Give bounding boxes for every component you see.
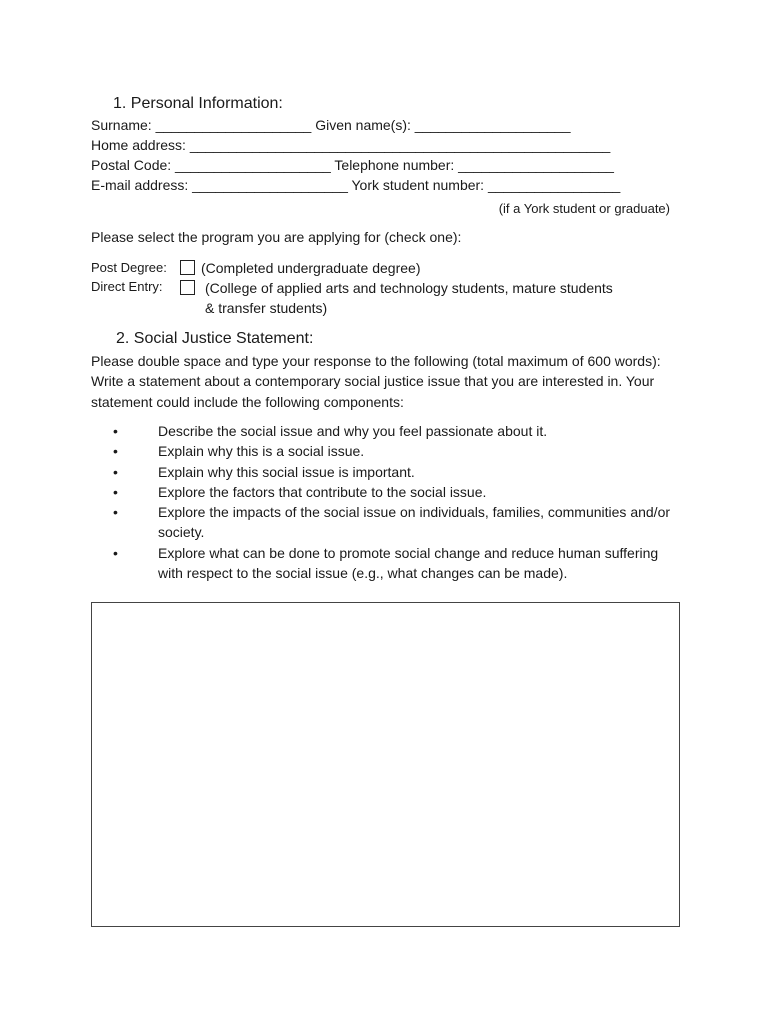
list-item: • Explain why this is a social issue. xyxy=(113,441,678,461)
bullet-icon: • xyxy=(113,423,118,439)
section-1-heading: 1. Personal Information: xyxy=(113,95,283,112)
components-list xyxy=(113,421,678,583)
list-item: • Explore what can be done to promote social change and reduce human suffering with respect to the social issue (e.g., what changes can be made). xyxy=(113,544,659,582)
post-degree-description: (Completed undergraduate degree) xyxy=(201,260,421,276)
post-degree-label: Post Degree: xyxy=(91,260,167,275)
direct-entry-checkbox[interactable] xyxy=(180,280,195,295)
direct-entry-label: Direct Entry: xyxy=(91,279,163,294)
home-address-line[interactable]: Home address: ______________________________________________________ xyxy=(91,137,611,153)
section-2-heading: 2. Social Justice Statement: xyxy=(116,330,314,347)
bullet-icon: • xyxy=(113,483,118,500)
list-item: • Explore the impacts of the social issue on individuals, families, communities and/or society. xyxy=(113,504,671,541)
bullet-icon: • xyxy=(113,463,118,480)
list-item: • Explore the factors that contribute to the social issue. xyxy=(113,482,678,502)
statement-response-box[interactable] xyxy=(91,602,680,927)
york-student-note: (if a York student or graduate) xyxy=(498,201,670,216)
list-item: • Explain why this social issue is important. xyxy=(113,462,678,482)
postal-telephone-line[interactable]: Postal Code: ____________________ Telephone number: ____________________ xyxy=(91,157,614,173)
post-degree-checkbox[interactable] xyxy=(180,260,195,275)
statement-instructions: Please double space and type your response to the following (total maximum of 600 words): Write a statement about a contemporary social justice issue that you are interested in. Your statement could include the following components: xyxy=(91,353,661,410)
program-select-prompt: Please select the program you are applying for (check one): xyxy=(91,229,462,245)
bullet-icon: • xyxy=(113,443,118,460)
direct-entry-description-cont: & transfer students) xyxy=(205,300,328,316)
surname-given-name-line[interactable]: Surname: ____________________ Given name(s): ____________________ xyxy=(91,117,571,133)
bullet-icon: • xyxy=(113,544,118,561)
list-item: • Describe the social issue and why you feel passionate about it. xyxy=(113,421,678,441)
bullet-icon: • xyxy=(113,504,118,521)
direct-entry-description: (College of applied arts and technology students, mature students xyxy=(205,280,613,296)
email-york-number-line[interactable]: E-mail address: ____________________ York student number: _________________ xyxy=(91,177,621,193)
